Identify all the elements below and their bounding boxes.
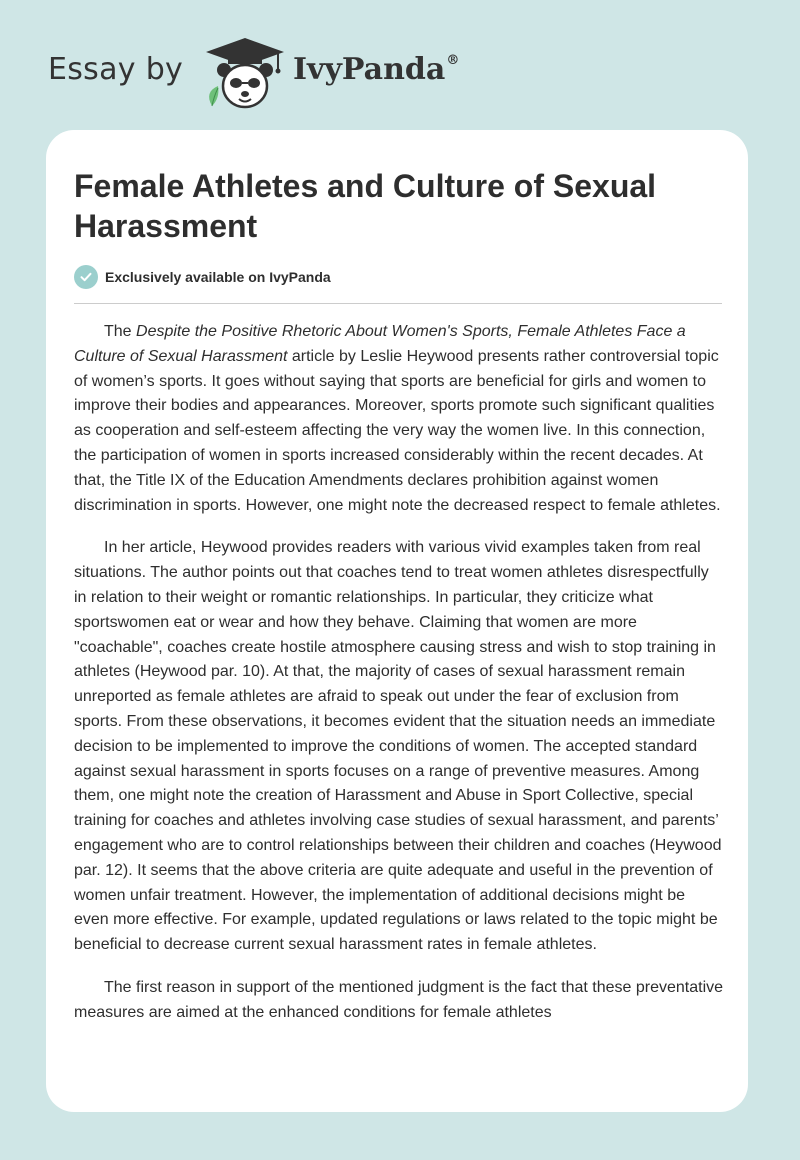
panda-graduate-icon[interactable] (200, 36, 290, 110)
paragraph-2: In her article, Heywood provides readers with various vivid examples taken from real situations. The author points out that coaches tend to treat women athletes disrespectfully in relation to their weight or romantic relationships. In particular, they criticize what sportswomen eat or wear and how they behave. Claiming that women are more "coachable", coaches create hostile atmosphere causing stress and wish to stop training in athletes (Heywood par. 10). At that, the majority of cases of sexual harassment remain unreported as female athletes are afraid to speak out under the fear of exclusion from sports. From these observations, it becomes evident that the situation needs an immediate decision to be implemented to improve the conditions of women. The accepted standard against sexual harassment in sports focuses on a range of preventive measures. Among them, one might note the creation of Harassment and Abuse in Sport Collective, special training for coaches and athletes involving case studies of sexual harassment, and parents’ engagement who are to control relationships between their children and coaches (Heywood par. 12). It seems that the above criteria are quite adequate and useful in the prevention of women unfair treatment. However, the implementation of additional decisions might be even more effective. For example, updated regulations or laws related to the topic might be beneficial to decrease current sexual harassment rates in female athletes. (74, 539, 722, 954)
badge-label: Exclusively available on IvyPanda (105, 269, 331, 285)
site-header (0, 0, 800, 130)
check-circle-icon (74, 265, 98, 289)
paragraph-1-lead: The (104, 323, 137, 340)
essay-card (46, 130, 748, 1112)
registered-mark: ® (446, 53, 460, 68)
paragraph-3: The first reason in support of the mentioned judgment is the fact that these preventative measures are aimed at the enhanced conditions for female athletes (74, 978, 724, 1021)
title-divider (74, 303, 722, 304)
paragraph-1 (74, 320, 724, 518)
article-title-italic: Despite the Positive Rhetoric About Women's Sports, Female Athletes Face a Culture of Sexual Harassment (74, 323, 686, 365)
essay-by-label: Essay by (48, 52, 184, 87)
essay-body (74, 320, 724, 1044)
brand-text: IvyPanda (293, 52, 446, 87)
essay-title: Female Athletes and Culture of Sexual Harassment (74, 168, 657, 244)
exclusive-badge (74, 264, 331, 290)
brand-name[interactable] (293, 52, 459, 87)
paragraph-1-rest: article by Leslie Heywood presents rather controversial topic of women’s sports. It goes without saying that sports are beneficial for girls and women to improve their bodies and appearances. Moreover, sports promote such significant qualities as cooperation and self-esteem affecting the very way the women live. In this connection, the participation of women in sports increased considerably within the recent decades. At that, the Title IX of the Education Amendments declares prohibition against women discrimination in sports. However, one might note the decreased respect to female athletes. (74, 347, 721, 514)
